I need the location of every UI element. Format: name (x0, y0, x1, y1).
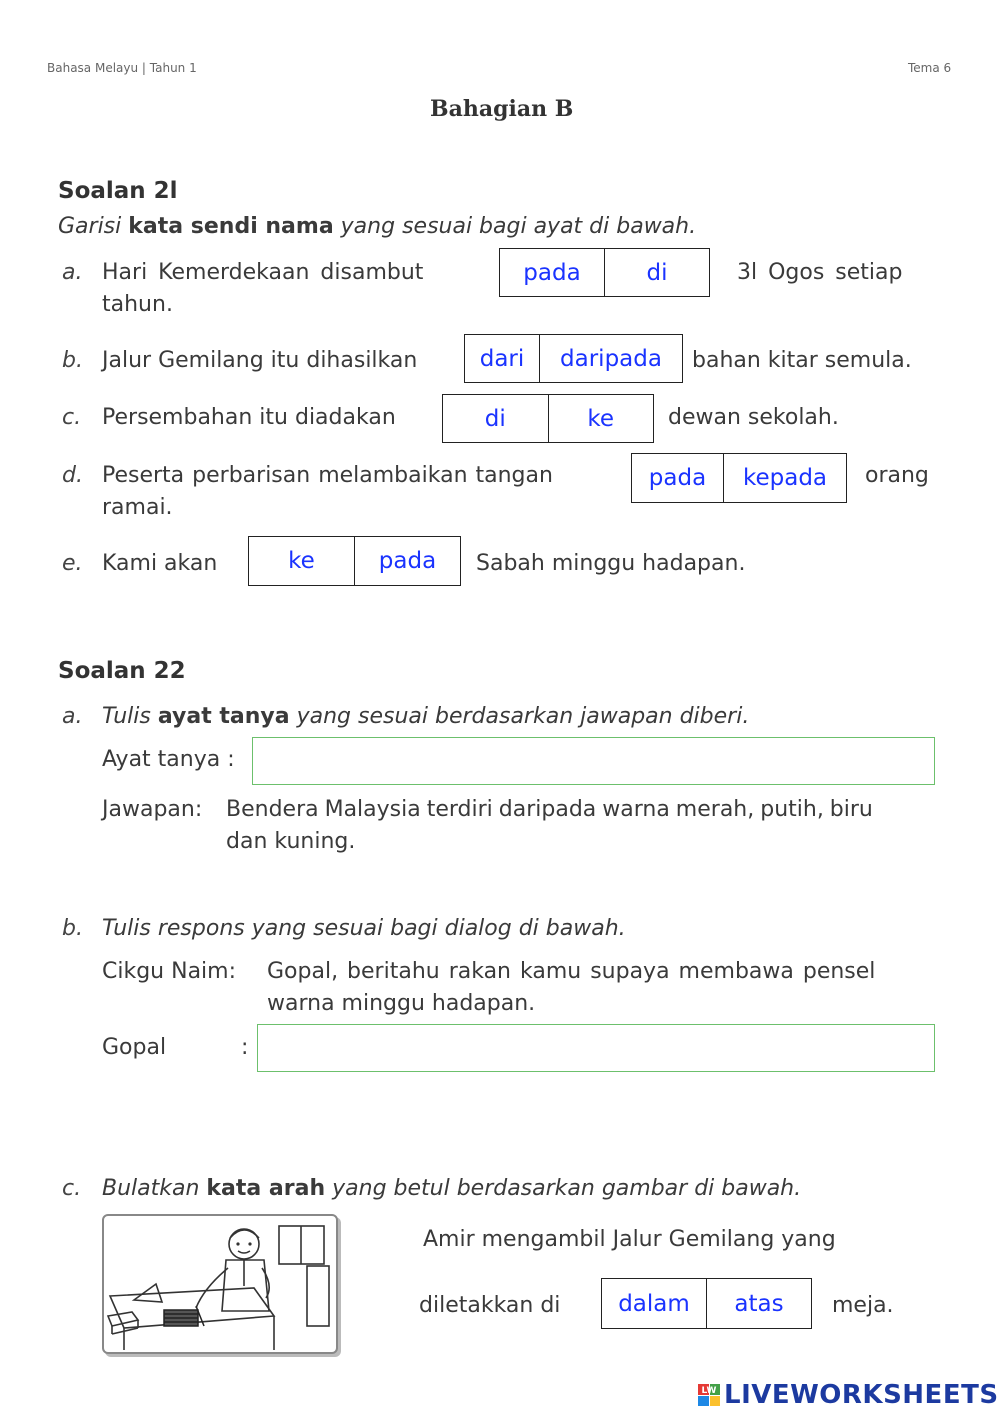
q22c-label: c. (62, 1176, 82, 1201)
q21e-option-ke[interactable]: ke (288, 548, 315, 574)
q22b-colon: : (241, 1035, 249, 1060)
lw-mark-text: LW (701, 1386, 717, 1396)
q22c-instruction: Bulatkan kata arah yang betul berdasarkan gambar di bawah. (102, 1176, 802, 1201)
q21c-text-before: Persembahan itu diadakan (102, 405, 396, 430)
classroom-illustration (102, 1214, 338, 1354)
q21a-text-after: 3l Ogos setiap (737, 260, 903, 285)
q22c-sentence-line1: Amir mengambil Jalur Gemilang yang (423, 1227, 836, 1252)
q22c-text-after: meja. (832, 1293, 894, 1318)
q22b-dialog-line1: Gopal, beritahu rakan kamu supaya membawa pensel (267, 959, 876, 984)
q22-heading: Soalan 22 (58, 658, 186, 684)
q21b-label: b. (62, 348, 83, 373)
q22a-instruction: Tulis ayat tanya yang sesuai berdasarkan jawapan diberi. (102, 704, 750, 729)
subject-header: Bahasa Melayu | Tahun 1 (47, 61, 197, 75)
page-title: Bahagian B (430, 96, 574, 122)
q22b-instruction: Tulis respons yang sesuai bagi dialog di bawah. (102, 916, 626, 941)
q21d-choice-box (631, 453, 847, 503)
q21d-text-before: Peserta perbarisan melambaikan tangan (102, 463, 553, 488)
q22a-answer-line2: dan kuning. (226, 829, 356, 854)
q22c-option-dalam[interactable]: dalam (618, 1290, 690, 1317)
q22a-answer-input[interactable] (252, 737, 935, 785)
q21a-option-di[interactable]: di (604, 249, 709, 296)
q21b-text-after: bahan kitar semula. (692, 348, 912, 373)
q21c-label: c. (62, 405, 82, 430)
q21a-choice-box (499, 248, 710, 297)
q22b-dialog-line2: warna minggu hadapan. (267, 991, 536, 1016)
q21b-option-dari[interactable]: dari (479, 345, 525, 372)
q22c-text-before: diletakkan di (419, 1293, 561, 1318)
q21e-text-after: Sabah minggu hadapan. (476, 551, 746, 576)
q22c-choice-box (601, 1278, 812, 1329)
q21a-option-pada[interactable]: pada (523, 259, 581, 286)
q21e-option-pada[interactable]: pada (354, 537, 460, 585)
q21b-option-daripada[interactable]: daripada (539, 335, 682, 382)
q22a-label: a. (62, 704, 83, 729)
q21b-choice-box (464, 334, 683, 383)
q21a-text-before: Hari Kemerdekaan disambut (102, 260, 424, 285)
q22b-speaker: Cikgu Naim: (102, 959, 237, 984)
q22a-answer-label: Jawapan: (102, 797, 203, 822)
q22b-response-input[interactable] (257, 1024, 935, 1072)
q21d-label: d. (62, 463, 83, 488)
q22a-answer-line1: Bendera Malaysia terdiri daripada warna merah, putih, biru (226, 797, 873, 822)
q21c-text-after: dewan sekolah. (668, 405, 839, 430)
q22c-option-atas[interactable]: atas (706, 1279, 811, 1328)
theme-header: Tema 6 (908, 61, 952, 75)
q21e-label: e. (62, 551, 83, 576)
q22b-label: b. (62, 916, 83, 941)
q21a-text-cont: tahun. (102, 292, 173, 317)
liveworksheets-logo (698, 1380, 999, 1410)
q22b-responder: Gopal (102, 1035, 167, 1060)
q21-heading: Soalan 2l (58, 178, 178, 204)
q21d-text-after: orang (865, 463, 929, 488)
q21c-choice-box (442, 394, 654, 443)
q21d-text-cont: ramai. (102, 495, 173, 520)
q21c-option-ke[interactable]: ke (548, 395, 654, 442)
q21e-text-before: Kami akan (102, 551, 218, 576)
brand-name: LIVEWORKSHEETS (724, 1380, 999, 1410)
q22a-field-label: Ayat tanya : (102, 747, 235, 772)
q21d-option-kepada[interactable]: kepada (723, 454, 846, 502)
q21a-label: a. (62, 260, 83, 285)
q21d-option-pada[interactable]: pada (648, 465, 707, 491)
q21-instruction: Garisi kata sendi nama yang sesuai bagi ayat di bawah. (58, 214, 697, 239)
q21b-text-before: Jalur Gemilang itu dihasilkan (102, 348, 418, 373)
q21e-choice-box (248, 536, 461, 586)
q21c-option-di[interactable]: di (484, 405, 506, 432)
boy-at-table-image (104, 1216, 336, 1352)
